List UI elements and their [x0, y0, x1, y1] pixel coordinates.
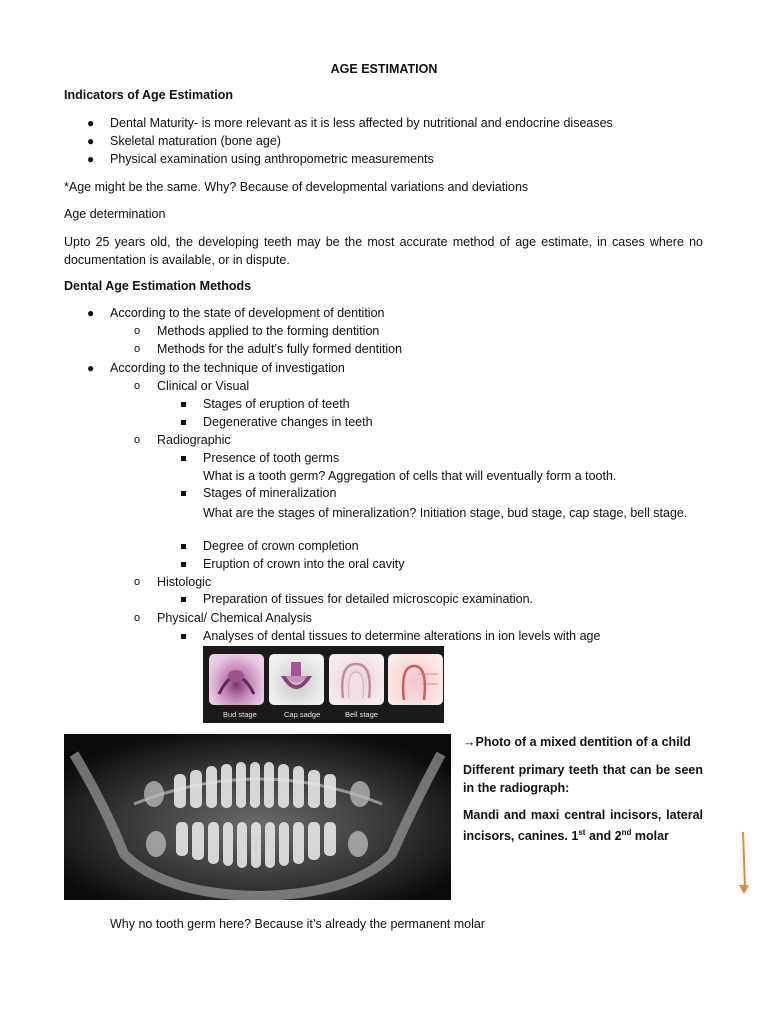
note-text: *Age might be the same. Why? Because of developmental variations and deviations	[64, 180, 529, 194]
paragraph: Upto 25 years old, the developing teeth may be the most accurate method of age estimate, in cases where no documentation is available, or in dispute.	[64, 235, 703, 267]
bell-stage-drawing	[329, 654, 384, 705]
sub-item: Methods for the adult’s fully formed dentition	[157, 342, 403, 356]
sub-sub-item: Degenerative changes in teeth	[203, 415, 373, 429]
indicator-item: Physical examination using anthropometric measurements	[110, 152, 434, 166]
square-bullet-icon	[181, 420, 186, 425]
bell-stage-detail-drawing	[388, 654, 443, 705]
primary-teeth-text: Different primary teeth that can be seen in the radiograph:	[463, 763, 703, 795]
sub-item: Radiographic	[157, 433, 231, 447]
sub-sub-item: Presence of tooth germs	[203, 451, 340, 465]
method-item: According to the technique of investigation	[110, 361, 345, 375]
square-bullet-icon	[181, 491, 186, 496]
bell-stage-detail-image	[388, 654, 443, 705]
sub-item: Clinical or Visual	[157, 379, 250, 393]
superscript-st: st	[578, 828, 586, 837]
indicator-item: Dental Maturity- is more relevant as it is less affected by nutritional and endocrine diseases	[110, 116, 613, 130]
teeth-list-text	[463, 806, 703, 845]
age-determination-label: Age determination	[64, 207, 166, 221]
down-arrow-icon	[739, 885, 749, 894]
sub-sub-item: Degree of crown completion	[203, 539, 359, 553]
circle-bullet-icon: o	[134, 380, 141, 392]
square-bullet-icon	[181, 456, 186, 461]
stage-label: Cap sadge	[284, 710, 321, 719]
square-bullet-icon	[181, 597, 186, 602]
square-bullet-icon	[181, 402, 186, 407]
photo-caption: →Photo of a mixed dentition of a child	[463, 735, 691, 749]
circle-bullet-icon: o	[134, 612, 141, 624]
sub-sub-item: Analyses of dental tissues to determine alterations in ion levels with age	[203, 629, 601, 643]
superscript-nd: nd	[621, 828, 632, 837]
square-bullet-icon	[181, 562, 186, 567]
indicators-heading: Indicators of Age Estimation	[64, 88, 234, 102]
circle-bullet-icon: o	[134, 343, 141, 355]
tooth-stages-figure	[203, 646, 444, 723]
sub-sub-item: Eruption of crown into the oral cavity	[203, 557, 405, 571]
sub-sub-note: What is a tooth germ? Aggregation of cells that will eventually form a tooth.	[203, 469, 617, 483]
sub-item: Physical/ Chemical Analysis	[157, 611, 312, 625]
cap-stage-drawing	[269, 654, 324, 705]
bullet-icon: ●	[87, 306, 95, 320]
bottom-note: Why no tooth germ here? Because it’s already the permanent molar	[110, 917, 485, 931]
bullet-icon: ●	[87, 152, 95, 166]
page-title: AGE ESTIMATION	[330, 62, 438, 76]
bud-stage-drawing	[209, 654, 264, 705]
bullet-icon: ●	[87, 134, 95, 148]
methods-heading: Dental Age Estimation Methods	[64, 279, 252, 293]
teeth-list-start: Mandi and maxi central incisors, lateral incisors, canines. 1	[463, 808, 703, 844]
bell-stage-image	[329, 654, 384, 705]
sub-sub-item: Stages of mineralization	[203, 486, 337, 500]
xray-drawing	[64, 734, 451, 900]
bullet-icon: ●	[87, 361, 95, 375]
square-bullet-icon	[181, 544, 186, 549]
teeth-list-end: molar	[631, 829, 669, 844]
panoramic-xray-image	[64, 734, 451, 900]
method-item: According to the state of development of dentition	[110, 306, 385, 320]
sub-sub-item: Stages of eruption of teeth	[203, 397, 350, 411]
sub-item: Histologic	[157, 575, 212, 589]
circle-bullet-icon: o	[134, 434, 141, 446]
sub-item: Methods applied to the forming dentition	[157, 324, 380, 338]
bullet-icon: ●	[87, 116, 95, 130]
stage-label: Bud stage	[223, 710, 257, 719]
indicator-item: Skeletal maturation (bone age)	[110, 134, 281, 148]
stage-label: Bell stage	[345, 710, 378, 719]
arrow-shaft	[742, 832, 746, 886]
circle-bullet-icon: o	[134, 576, 141, 588]
cap-stage-image	[269, 654, 324, 705]
circle-bullet-icon: o	[134, 325, 141, 337]
square-bullet-icon	[181, 634, 186, 639]
sub-sub-item: Preparation of tissues for detailed microscopic examination.	[203, 592, 534, 606]
sub-sub-note: What are the stages of mineralization? Initiation stage, bud stage, cap stage, bell stage.	[203, 506, 688, 520]
teeth-list-middle: and 2	[585, 829, 622, 844]
bud-stage-image	[209, 654, 264, 705]
